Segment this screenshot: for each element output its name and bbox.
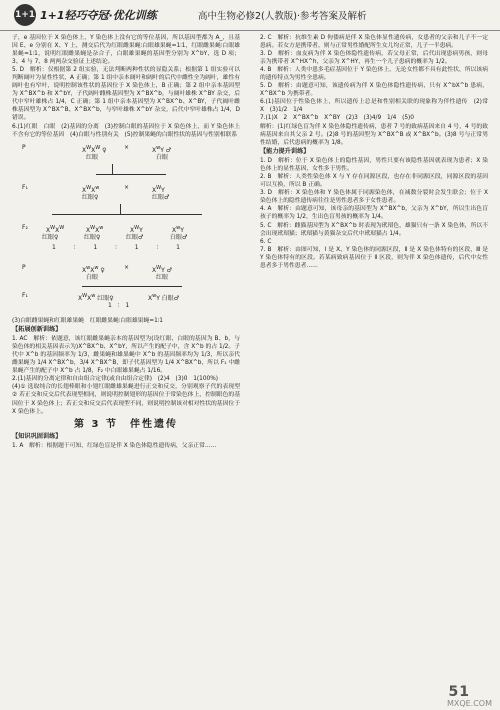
section-heading: 【知识巩固训练】	[12, 432, 62, 440]
answer-text: 子，e 基因位于 X 染色体上，Y 染色体上没有它的等位基因，所以基因型都为 A_，且基因 E、e 分别在 X、Y 上，测交后代为红眼雌果蝇∶白眼雄果蝇=1∶1，红眼雌果蝇∶白眼雄果蝇=1∶1，说明红眼雌果蝇是杂合子，白眼雄果蝇的基因型分别为 X^bY，选 D 项；3、4 与 7、8 两两杂交验证上述结论。	[12, 35, 240, 66]
answer-text: 1. AC 解析：依题意，该红眼雌果蝇亲本的基因型为(设红眼、白眼的基因为 B、b，与染色体的相关基因表示为)X^BX^b、X^bY，所以产生的配子中，含 X^b 的占 1/2。子代中 X^b 的基因频率为 1/3，雌果蝇和雄果蝇中 X^b 的基因频率均为 1/3，所以亲代雌果蝇为 1/4 X^BX^b，3/4 X^BX^B，即子代基因型为 1/4 X^BX^b，所以 F₁ 中雌果蝇产生的配子中 X^b 占 1/8，F₂ 中白眼雄果蝇占 1/16。	[12, 336, 240, 375]
answer-text: 3. D 解析：X 染色体和 Y 染色体属于同源染色体，在减数分裂时会发生联会；位于 X 染色体上的隐性遗传病往往是男性患者多于女性患者。	[260, 190, 488, 205]
answer-text: 5. D 解析：由题意可知，该遗传病为伴 X 染色体隐性遗传病，只有 X^bX^b 患病，X^BX^b 为携带者。	[260, 83, 488, 98]
section-heading: 【能力提升训练】	[260, 147, 310, 155]
answer-text: 6.(1)红眼 白眼 (2)基因的分离 (3)控制白眼的基因位于 X 染色体上，而 Y 染色体上不含有它的等位基因 (4)白眼与性别有关 (5)控制果蝇的白眼性状的基因与性别相联系	[12, 123, 240, 138]
answer-text: 4. A 解析：由题意可知，该母亲的基因型为 X^BX^b，父亲为 X^bY，所以生出色盲孩子的概率为 1/2，生出色盲男孩的概率为 1/4。	[260, 206, 488, 221]
answer-text: 4. B 解析：人类中患多毛症基因位于 Y 染色体上，无论女性都不具有此性状，所以该病的遗传特点为男性全患病。	[260, 67, 488, 82]
book-subtitle: 高中生物必修2(人教版)·参考答案及解析	[198, 11, 367, 22]
page-header	[0, 0, 500, 31]
answer-text: (3)白眼雌果蝇和红眼雄果蝇 红眼雌果蝇∶白眼雄果蝇=1∶1	[12, 317, 163, 324]
genetic-cross-diagram: P $X^WX^W$ ♀ × $X^wY$ ♂ 红眼 白眼 F₁ $X^WX^w$ × $X^WY$ 红眼♀ 红眼♂ F₂ $X^WX^W$ $X^WX^w$ $X^WY$ $X^wY$ 红眼♀ 红眼♀ 红眼♂ 白眼♂ 1 ∶ 1 ∶ 1 ∶ 1 P $X^wX^w$ ♀ × $X^WY$ ♂ 白眼 红眼 F₁ $X^WX^w$ 红眼♀ $X^wY$ 白眼♂ 1 ∶ 1	[22, 143, 188, 309]
left-column	[12, 34, 246, 450]
answer-text: 1. D 解析：位于 X 染色体上的隐性基因，男性只要有该隐性基因就表现为患者；X 染色体上的显性基因，女性多于男性。	[260, 158, 488, 173]
answer-text: 2. B 解析：人类性染色体 X 与 Y 存在同源区段，也存在非同源区段，同源区段的基因可以互换，所以 B 正确。	[260, 174, 488, 189]
section-heading: 【拓展创新训练】	[12, 325, 62, 333]
answer-text: 3. D 解析：血友病为伴 X 染色体隐性遗传病，若父母正常，后代出现患病男孩，则母亲为携带者 X^HX^h，父亲为 X^HY，再生一个儿子患病的概率为 1/2。	[260, 51, 488, 66]
answer-text: 解析：(1)红绿色盲为伴 X 染色体隐性遗传病，患者 7 号的致病基因来自 4 号，4 号的致病基因来自其父亲 2 号。(2)8 号的基因型为 X^BX^B 或 X^BX^b。(3)8 号与正常男性结婚，后代患病的概率为 1/8。	[260, 123, 488, 146]
chapter-title: 第 3 节 伴性遗传	[74, 418, 178, 430]
answer-text: (4)① 选取纯合的长翅棒眼和小翅红眼雌雄果蝇进行正交和反交，分别观察子代的表现型 ② 若正交和反交后代表现型相同，则说明控制翅形的基因位于常染色体上，控制眼色的基因位于 X 染色体上；若正交和反交后代表现型不同，则说明控制该对相对性状的基因位于 X 染色体上。	[12, 384, 246, 415]
answer-text: 5. D 解析：仅根据第 2 组实验，无法判断两种性状的显隐关系；根据第 1 组实验可以判断阔叶为显性性状，A 正确；第 1 组中亲本阔叶和阔叶的后代中雌性全为阔叶，雄性有阔叶也有窄叶，说明控制该性状的基因位于 X 染色体上，B 正确；第 2 组中亲本基因型为 X^BX^b 和 X^bY，子代阔叶雌株基因型为 X^BX^b，与阔叶雄株 X^BY 杂交，后代中窄叶雄株占 1/4，C 正确；第 1 组中亲本基因型为 X^BX^b、X^BY，子代阔叶雌株基因型为 X^BX^B、X^BX^b，与窄叶雄株 X^bY 杂交，后代中窄叶雄株占 1/4，D 错误。	[12, 67, 240, 122]
answer-text: 7. B 解析：由图可知，Ⅰ 是 X、Y 染色体的同源区段，Ⅱ 是 X 染色体特有的区段，Ⅲ 是 Y 染色体特有的区段。若某病致病基因位于 Ⅱ 区段，则为伴 X 染色体遗传，后代中女性患者多于男性患者……	[260, 246, 488, 269]
answer-text: 2. C 解析：抗维生素 D 佝偻病是伴 X 染色体显性遗传病，女患者的父亲和儿子不一定患病。若女方是携带者，则与正常男性婚配所生女儿均正常，儿子一半患病。	[260, 35, 488, 50]
answer-text: 1. A 解析：根据题干可知，红绿色盲是伴 X 染色体隐性遗传病，父亲正常……	[12, 443, 217, 450]
answer-text: 7.(1)X 2 X^BX^b X^BY (2)3 (3)4/9 1/4 (5)0	[260, 115, 414, 122]
page-number: 51	[448, 684, 470, 700]
watermark: MXQE.COM	[446, 699, 492, 708]
answer-text: 6. C	[260, 238, 272, 245]
answer-text: 2.(1)基因的分离定律和自由组合定律(或自由组合定律) (2)4 (3)0 1(100%)	[12, 376, 218, 383]
right-column	[260, 34, 494, 270]
answer-text: 6.(1)基因位于性染色体上，所以遗传上总是和性别相关联的现象称为伴性遗传 (2)常 X (3)1/2 1/4	[260, 99, 494, 114]
brand-title: 1+1轻巧夺冠·优化训练	[40, 9, 157, 22]
answer-text: 5. C 解析：雌猫基因型为 X^BX^b 时表现为玳瑁色，雄猫只有一条 X 染色体，所以不会出现玳瑁猫；玳瑁猫与黄猫杂交后代中玳瑁猫占 1/4。	[260, 222, 488, 237]
brand-logo-icon: 1+1	[14, 4, 36, 26]
